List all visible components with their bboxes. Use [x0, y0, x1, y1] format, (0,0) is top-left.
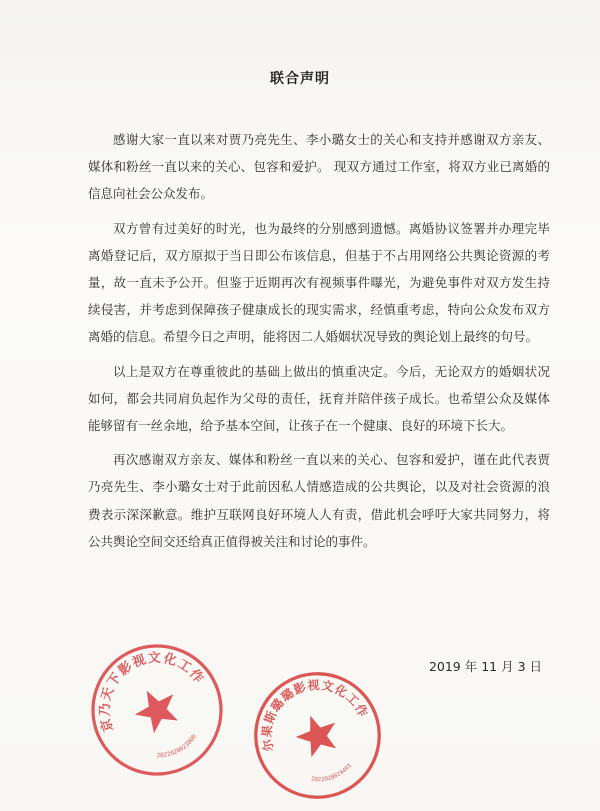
seal-left: [87, 640, 227, 780]
document-title: 联合声明: [270, 71, 330, 87]
seal-right: [250, 668, 385, 803]
paragraph-3: 以上是双方在尊重彼此的基础上做出的慎重决定。今后，无论双方的婚姻状况如何，都会共同肩负起作为父母的责任，抚育并陪伴孩子成长。也希望公众及媒体能够留有一丝余地，给予基本空间，让孩子在一个健康、良好的环境下长大。: [88, 363, 550, 434]
document-body: [88, 126, 550, 562]
document-date: 2019 年 11 月 3 日: [428, 659, 542, 674]
paragraph-1: 感谢大家一直以来对贾乃亮先生、李小璐女士的关心和支持并感谢双方亲友、媒体和粉丝一直以来的关心、包容和爱护。 现双方通过工作室，将双方业已离婚的信息向社会公众发布。: [88, 132, 550, 202]
seal-right-text: 霍尔果斯璐璐影视文化工作室: [259, 677, 371, 753]
star-icon: [127, 680, 185, 737]
seal-left-number: 2022020023000: [156, 733, 199, 760]
paragraph-4: 再次感谢双方亲友、媒体和粉丝一直以来的关心、包容和爱护，谨在此代表贾乃亮先生、李小璐女士对于此前因私人情感造成的公共舆论，以及对社会资源的浪费表示深深歉意。维护互联网良好环境人人有责，借此机会呼吁大家共同努力，将公共舆论空间交还给真正值得被关注和讨论的事件。: [88, 452, 550, 549]
star-icon: [290, 708, 343, 760]
paragraph-2: 双方曾有过美好的时光，也为最终的分别感到遗憾。离婚协议签署并办理完毕离婚登记后，双方原拟于当日即公布该信息，但基于不占用网络公共舆论资源的考量，故一直未予公开。但鉴于近期再次有视频事件曝光，为避免事件对双方发生持续侵害，并考虑到保障孩子健康成长的现实需求，经慎重考虑，特向公众发布双方离婚的信息。希望今日之声明，能将因二人婚姻状况导致的舆论划上最终的句号。: [88, 220, 550, 345]
seal-left-textpath: 北京乃天下影视文化工作室: [97, 650, 207, 734]
seal-right-number: 2022020024493: [310, 763, 354, 784]
